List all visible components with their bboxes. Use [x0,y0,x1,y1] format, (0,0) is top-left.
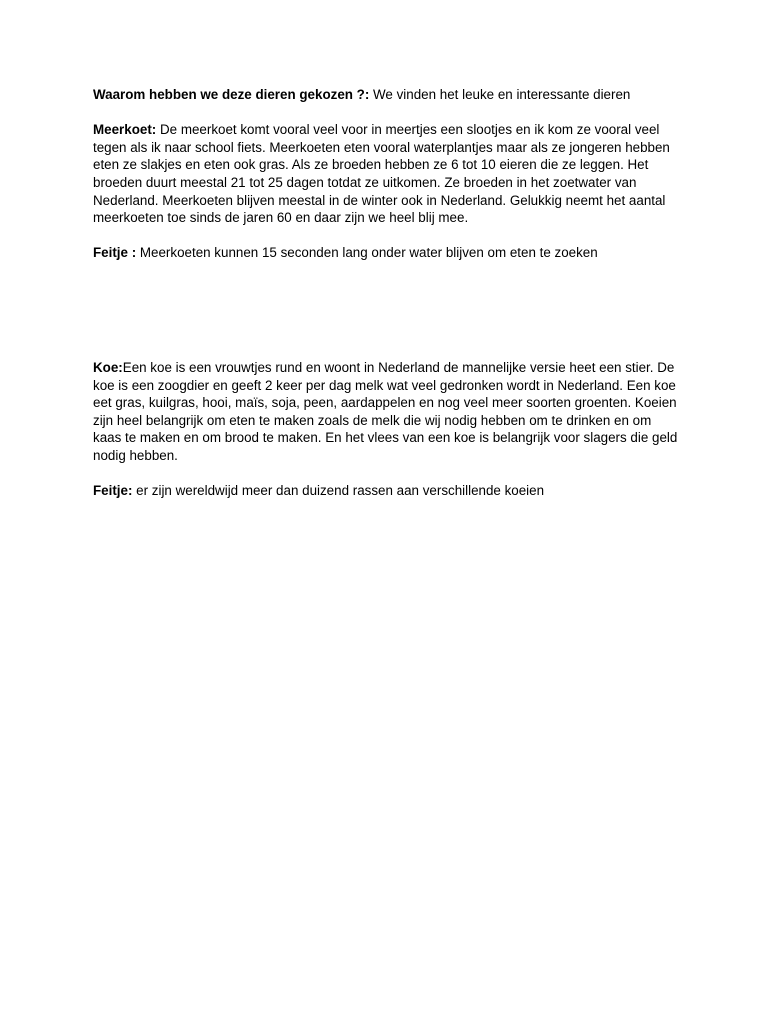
intro-label: Waarom hebben we deze dieren gekozen ?: [93,87,370,102]
intro-paragraph [93,86,683,104]
feitje-koe-text: er zijn wereldwijd meer dan duizend rassen aan verschillende koeien [132,483,545,499]
feitje-koe-paragraph [93,482,683,500]
koe-paragraph [93,359,683,465]
spacer [93,104,683,122]
meerkoet-label: Meerkoet: [93,122,157,138]
spacer [93,465,683,483]
meerkoet-paragraph [93,121,683,227]
document-page [93,86,683,500]
spacer [93,227,683,245]
intro-text: We vinden het leuke en interessante dieren [369,87,631,102]
feitje-meerkoet-label: Feitje : [93,245,137,261]
spacer [93,262,683,359]
koe-label: Koe: [93,359,123,375]
feitje-meerkoet-paragraph [93,244,683,262]
feitje-meerkoet-text: Meerkoeten kunnen 15 seconden lang onder water blijven om eten te zoeken [136,245,598,261]
feitje-koe-label: Feitje: [93,483,133,499]
koe-text: Een koe is een vrouwtjes rund en woont in Nederland de mannelijke versie heet een stier. De koe is een zoogdier en geeft 2 keer per dag melk wat veel gedronken wordt in Nederland. Een koe eet gras, kuilgras, hooi, maïs, soja, peen, aardappelen en nog veel meer soorten groenten. Koeien zijn heel belangrijk om eten te maken zoals de melk die wij nodig hebben om te drinken en om kaas te maken en om brood te maken. En het vlees van een koe is belangrijk voor slagers die geld nodig hebben. [93,359,678,463]
meerkoet-text: De meerkoet komt vooral veel voor in meertjes een slootjes en ik kom ze vooral veel tegen als ik naar school fiets. Meerkoeten eten vooral waterplantjes maar als ze jongeren hebben eten ze slakjes en eten ook gras. Als ze broeden hebben ze 6 tot 10 eieren die ze leggen. Het broeden duurt meestal 21 tot 25 dagen totdat ze uitkomen. Ze broeden in het zoetwater van Nederland. Meerkoeten blijven meestal in de winter ook in Nederland. Gelukkig neemt het aantal meerkoeten toe sinds de jaren 60 en daar zijn we heel blij mee. [93,122,670,226]
